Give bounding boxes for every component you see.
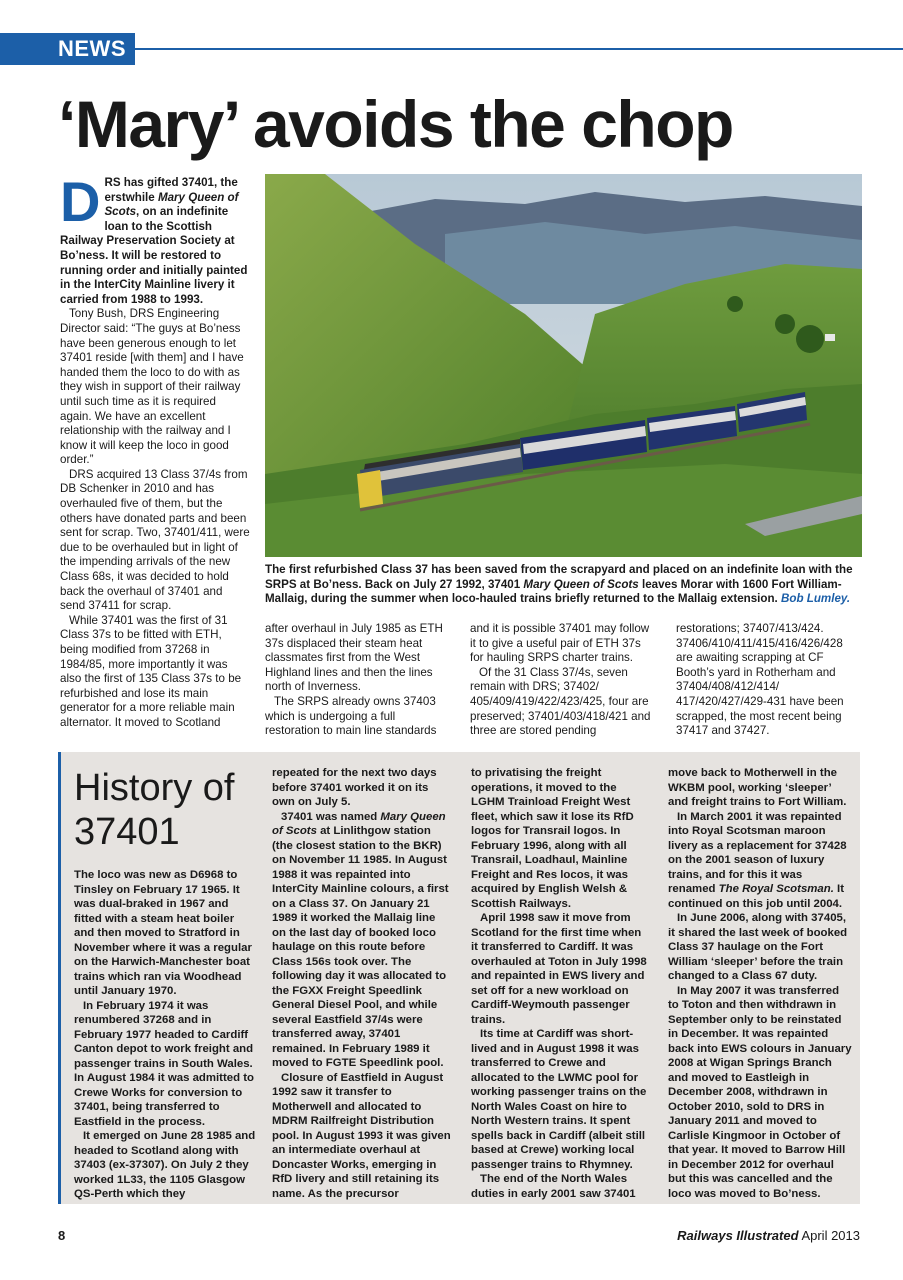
history-paragraph: In May 2007 it was transferred to Toton and then withdrawn in September only to be reinstated in December. It was repainted back into EWS colours in January 2008 at Wigan Springs Branch and moved to Eastleigh in December 2008, withdrawn in October 2010, sold to DRS in January 2011 and moved to Carlisle Kingmoor in October of that year. It moved to Barrow Hill in December 2012 for overhaul but this was cancelled and the loco was moved to Bo’ness. xyxy=(668,984,852,1200)
history-paragraph: The end of the North Wales duties in early 2001 saw 37401 xyxy=(471,1173,636,1200)
headline: ‘Mary’ avoids the chop xyxy=(58,87,733,161)
section-header xyxy=(0,33,903,65)
section-tag: NEWS xyxy=(0,33,135,65)
history-paragraph: move back to Motherwell in the WKBM pool, working ‘sleeper’ and freight trains to Fort William. xyxy=(668,767,847,808)
drop-cap: D xyxy=(60,170,101,233)
history-column-1 xyxy=(74,868,256,1202)
article-column-2 xyxy=(265,622,450,739)
issue-date: April 2013 xyxy=(801,1228,860,1243)
history-paragraph: April 1998 saw it move from Scotland for the first time when it transferred to Cardiff. It was overhauled at Toton in July 1998 and repainted in EWS livery and set off for a new workload on Cardiff-Weymouth passenger trains. xyxy=(471,912,647,1026)
photo-credit: Bob Lumley. xyxy=(781,592,851,606)
article-paragraph: restorations; 37407/413/424. 37406/410/411/415/416/426/428 are awaiting scrapping at CF Booth’s yard in Rotherham and 37404/408/412/414/ 417/420/427/429-431 have been scrapped, the most recent being 37417 and 37427. xyxy=(676,622,844,738)
history-title: History of 37401 xyxy=(74,767,235,853)
article-paragraph: DRS acquired 13 Class 37/4s from DB Schenker in 2010 and has overhauled five of them, but the others have donated parts and been sent for scrap. Two, 37401/411, were due to be overhauled but in light of the impending arrivals of the new Class 68s, it was decided to hold back the overhaul of 37401 and send 37411 for scrap. xyxy=(60,467,250,613)
photo-caption: The first refurbished Class 37 has been saved from the scrapyard and placed on an indefinite loan with the SRPS at Bo’ness. Back on July 27 1992, 37401 Mary Queen of Scots leaves Morar with 1600 Fort William-Mallaig, during the summer when loco-hauled trains briefly returned to the Mallaig extension. Bob Lumley. xyxy=(265,563,853,606)
article-column-1 xyxy=(60,170,250,731)
section-rule xyxy=(135,48,903,50)
article-column-3 xyxy=(470,622,655,739)
history-paragraph: repeated for the next two days before 37401 worked it on its own on July 5. xyxy=(272,767,437,808)
history-column-3 xyxy=(471,766,651,1201)
article-paragraph: Of the 31 Class 37/4s, seven remain with DRS; 37402/ 405/409/419/422/423/425, four are preserved; 37401/403/418/421 and three are stored pending xyxy=(470,665,651,738)
article-paragraph: and it is possible 37401 may follow it to give a useful pair of ETH 37s for hauling SRPS charter trains. xyxy=(470,622,650,665)
history-paragraph: It emerged on June 28 1985 and headed to Scotland along with 37403 (ex-37307). On July 2 they worked 1L33, the 1105 Glasgow QS-Perth which they xyxy=(74,1130,256,1200)
history-paragraph: In February 1974 it was renumbered 37268 and in February 1977 headed to Cardiff Canton depot to work freight and passenger trains in South Wales. In August 1984 it was admitted to Crewe Works for conversion to 37401, being transferred to Eastfield in the process. xyxy=(74,999,254,1128)
article-paragraph: While 37401 was the first of 31 Class 37s to be fitted with ETH, being modified from 37268 in 1984/85, more importantly it was also the first of 135 Class 37s to be refurbished and lose its main generator for a more reliable main alternator. It moved to Scotland xyxy=(60,613,242,729)
history-paragraph: Its time at Cardiff was short-lived and in August 1998 it was transferred to Crewe and allocated to the LWMC pool for working passenger trains on the North Wales Coast on hire to North Western trains. It spent spells back in Cardiff (albeit still based at Crewe) working local passenger trains to Rhymney. xyxy=(471,1028,647,1171)
history-paragraph: In March 2001 it was repainted into Royal Scotsman maroon livery as a replacement for 37428 on the 2001 season of luxury trains, and for this it was renamed The Royal Scotsman. It continued on this job until 2004. xyxy=(668,810,847,910)
history-paragraph: The loco was new as D6968 to Tinsley on February 17 1965. It was dual-braked in 1967 and fitted with a steam heat boiler and then moved to Stratford in November where it was a regular on the Harwich-Manchester boat trains which ran via Woodhead until January 1970. xyxy=(74,869,252,997)
history-paragraph: In June 2006, along with 37405, it shared the last week of booked Class 37 haulage on the Fort William ‘sleeper’ before the train changed to a Class 67 duty. xyxy=(668,912,848,982)
history-paragraph: Closure of Eastfield in August 1992 saw it transfer to Motherwell and allocated to MDRM Railfreight Distribution pool. In August 1993 it was given an intermediate overhaul at Doncaster Works, emerging in RfD livery and still retaining its name. As the precursor xyxy=(272,1071,451,1200)
article-lead: DRS has gifted 37401, the erstwhile Mary Queen of Scots, on an indefinite loan to the Scottish Railway Preservation Society at Bo’ness. It will be restored to running order and initially painted in the InterCity Mainline livery it carried from 1988 to 1993. xyxy=(60,170,248,306)
history-paragraph: to privatising the freight operations, it moved to the LGHM Trainload Freight West fleet, which saw it lose its RfD logos for Transrail logos. In February 1996, along with all Transrail, Loadhaul, Mainline Freight and Res locos, it was acquired by English Welsh & Scottish Railways. xyxy=(471,767,634,910)
magazine-footer xyxy=(677,1228,860,1243)
train-photo xyxy=(265,174,862,557)
history-column-4 xyxy=(668,766,852,1201)
article-paragraph: The SRPS already owns 37403 which is undergoing a full restoration to main line standards xyxy=(265,694,437,738)
history-paragraph: 37401 was named Mary Queen of Scots at Linlithgow station (the closest station to the BKR) on November 11 1985. In August 1988 it was repainted into InterCity Mainline colours, a first on a Class 37. On January 21 1989 it worked the Mallaig line on the last day of booked loco haulage on this route before Class 156s took over. The following day it was allocated to the FGXX Freight Speedlink General Diesel Pool, and while several Eastfield 37/4s were transferred away, 37401 remained. In February 1989 it moved to FGTE Speedlink pool. xyxy=(272,810,449,1069)
page-number: 8 xyxy=(58,1228,66,1243)
magazine-title: Railways Illustrated xyxy=(677,1228,799,1243)
article-paragraph: after overhaul in July 1985 as ETH 37s displaced their steam heat classmates first from the West Highland lines and then the lines north of Inverness. xyxy=(265,622,443,694)
article-column-4 xyxy=(676,622,862,739)
article-paragraph: Tony Bush, DRS Engineering Director said: “The guys at Bo’ness have been generous enough to let 37401 reside [with them] and I have handed them the loco to do with as they wish in support of their railway until such time as it is required again. We have an excellent relationship with the railway and I know it will keep the loco in good order.” xyxy=(60,307,244,467)
history-column-2 xyxy=(272,766,452,1201)
